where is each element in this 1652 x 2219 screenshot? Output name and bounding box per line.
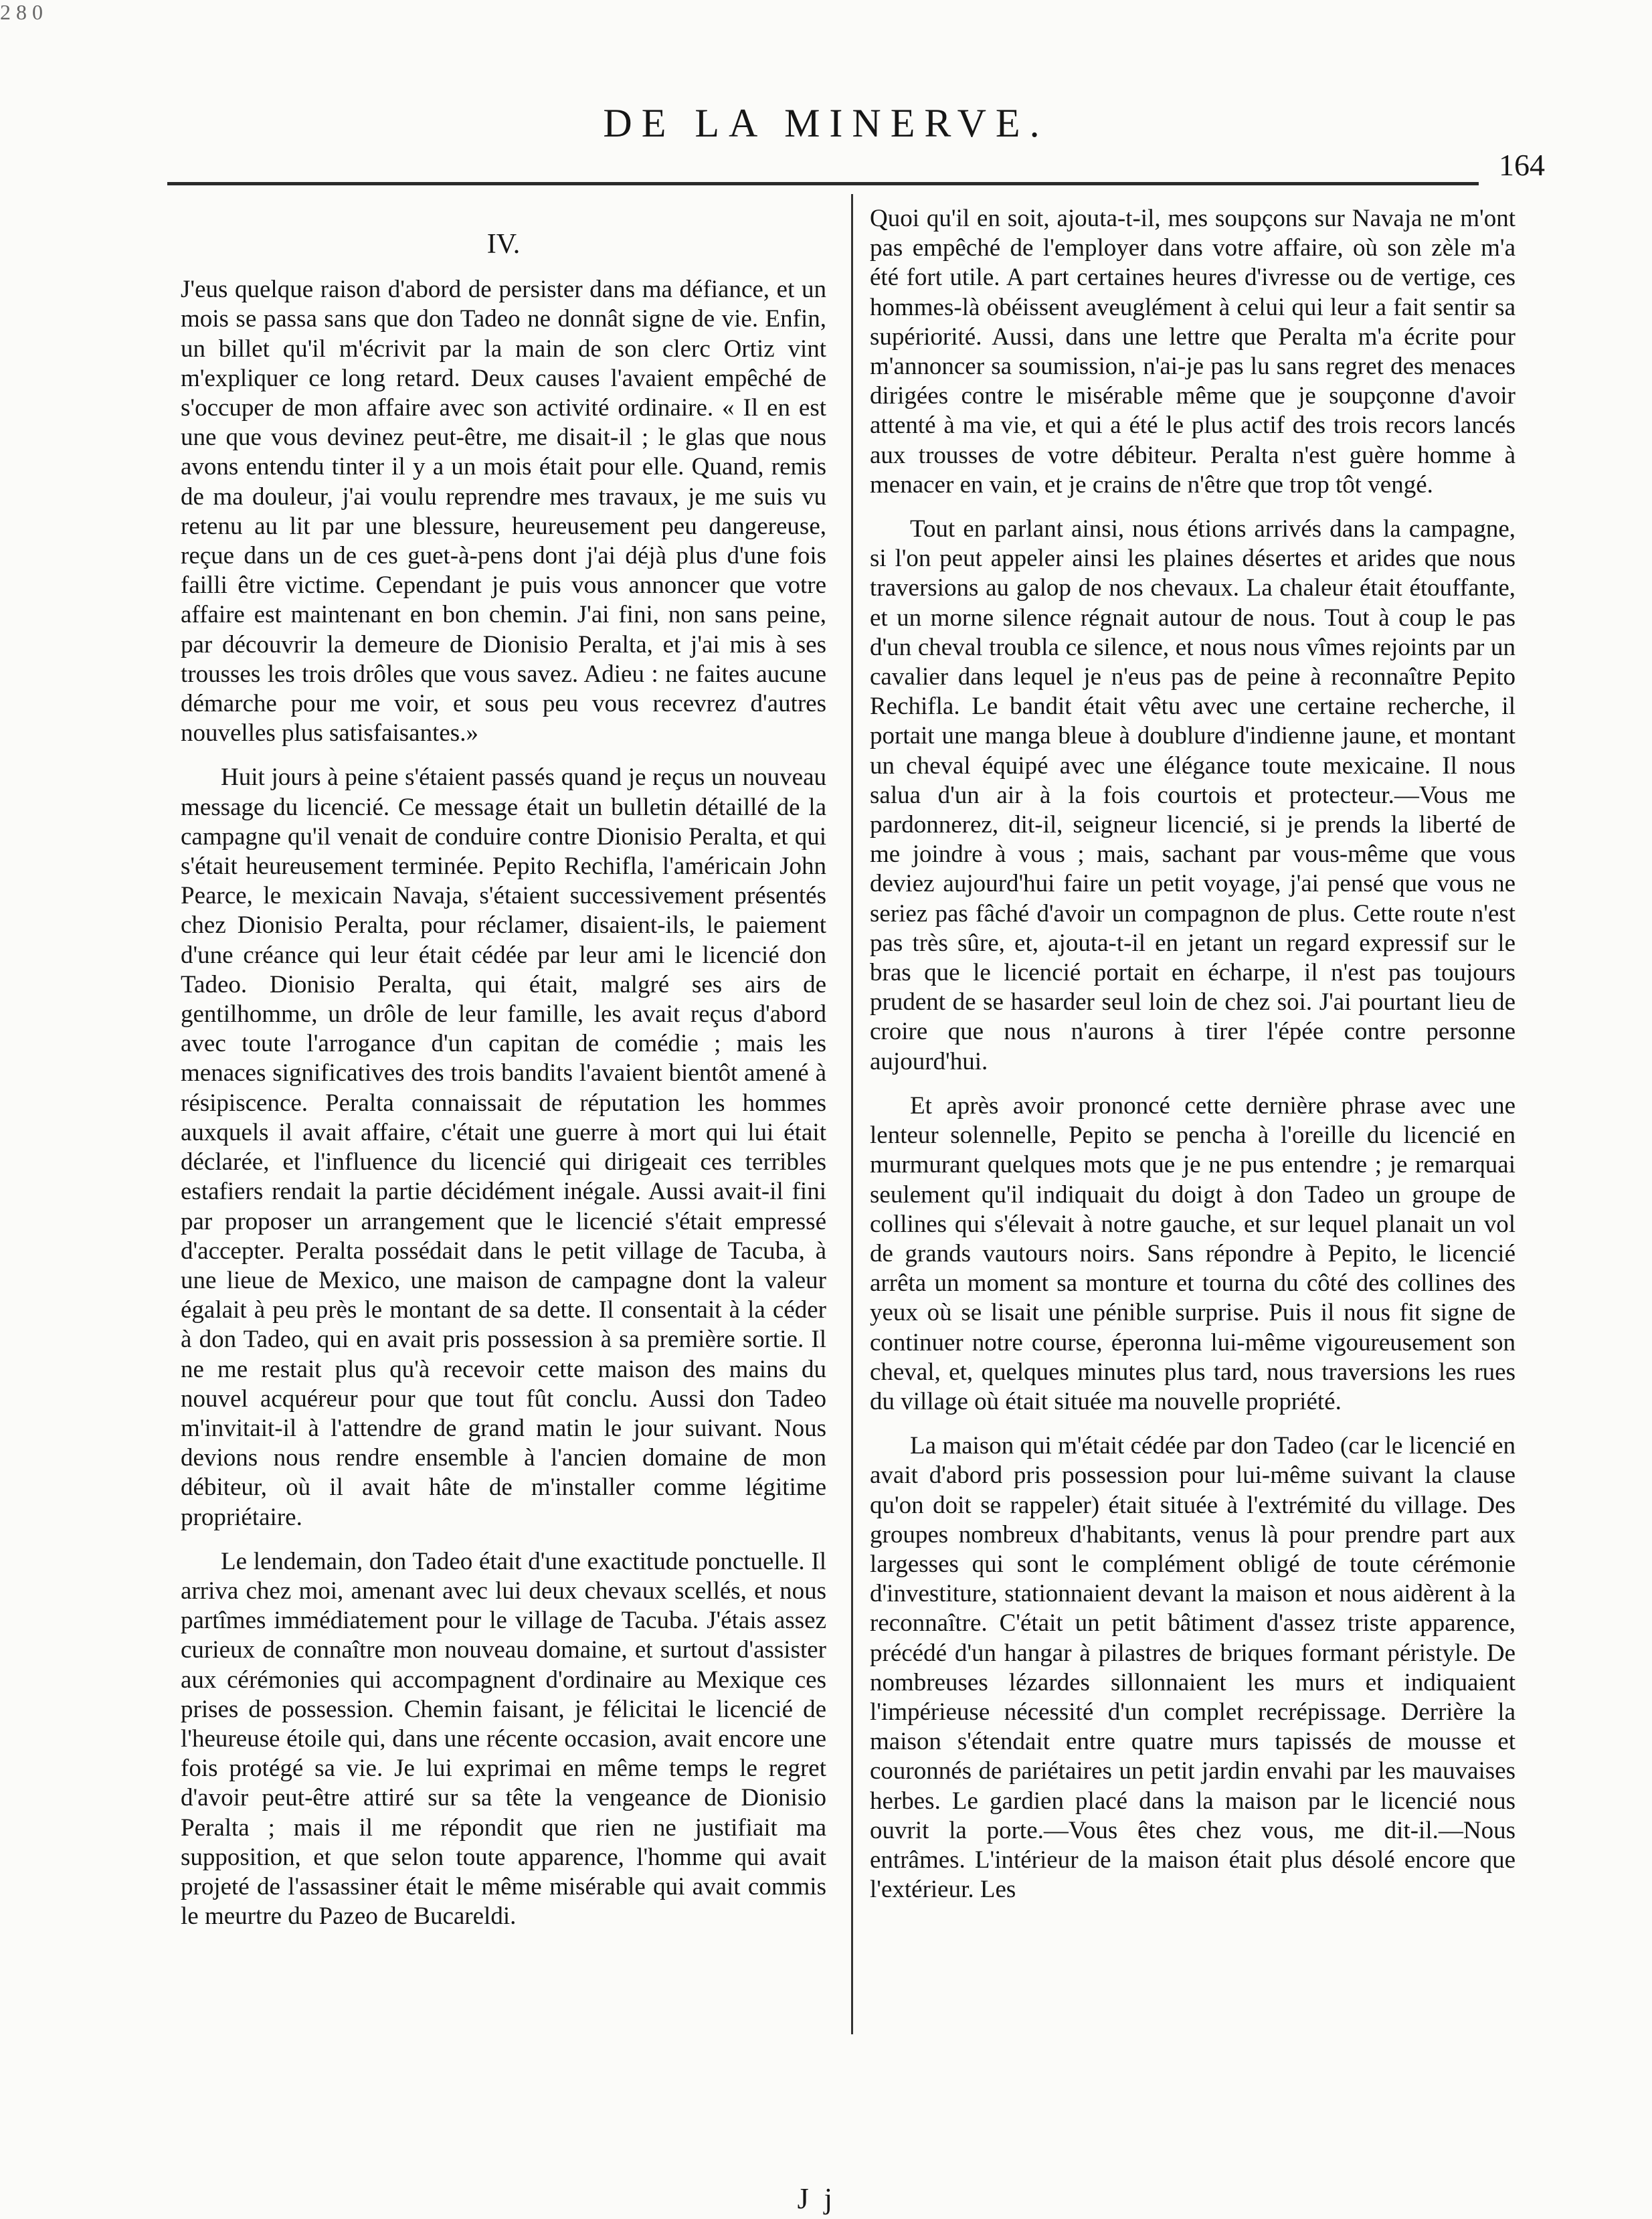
paragraph: La maison qui m'était cédée par don Tadeo (car le licencié en avait d'abord pris possession pour lui-même suivant la clause qu'on doit se rappeler) était située à l'extrémité du village. Des groupes nombreux d'habitants, venus là pour prendre part aux largesses qui sont le complément obligé de toute cérémonie d'investiture, stationnaient devant la maison et nous aidèrent à la reconnaître. C'était un petit bâtiment d'assez triste apparence, précédé d'un hangar à pilastres de briques formant péristyle. De nombreuses lézardes sillonnaient les murs et indiquaient l'impérieuse nécessité d'un complet recrépissage. Derrière la maison s'étendait entre quatre murs tapissés de mousse et couronnés de pariétaires un petit jardin envahi par les mauvaises herbes. Le gardien placé dans la maison par le licencié nous ouvrit la porte.—Vous êtes chez vous, me dit-il.—Nous entrâmes. L'intérieur de la maison était plus désolé encore que l'extérieur. Les bbox=[870, 1432, 1516, 1904]
right-column bbox=[870, 204, 1516, 1919]
left-column bbox=[181, 204, 826, 1946]
paragraph: Tout en parlant ainsi, nous étions arrivés dans la campagne, si l'on peut appeler ainsi les plaines désertes et arides que nous traversions au galop de nos chevaux. La chaleur était étouffante, et un morne silence régnait autour de nous. Tout à coup le pas d'un cheval troubla ce silence, et nous nous vîmes rejoints par un cavalier dans lequel je n'eus pas de peine à reconnaître Pepito Rechifla. Le bandit était vêtu avec une certaine recherche, il portait une manga bleue à doublure d'indienne jaune, et montant un cheval équipé avec une élégance toute mexicaine. Il nous salua d'un air à la fois courtois et protecteur.—Vous me pardonnerez, dit-il, seigneur licencié, si je prends la liberté de me joindre à vous ; mais, sachant par vous-même que vous deviez aujourd'hui faire un petit voyage, j'ai pensé que vous ne seriez pas fâché d'avoir un compagnon de plus. Cette route n'est pas très sûre, et, ajouta-t-il en jetant un regard expressif sur le bras que le licencié portait en écharpe, il n'est pas toujours prudent de se hasarder seul loin de chez soi. J'ai pourtant lieu de croire que nous n'aurons à tirer l'épée contre personne aujourd'hui. bbox=[870, 515, 1516, 1075]
signature-text: J j bbox=[797, 2182, 836, 2215]
paragraph: Et après avoir prononcé cette dernière phrase avec une lenteur solennelle, Pepito se pencha à l'oreille du licencié en murmurant quelques mots que je ne pus entendre ; je remarquai seulement qu'il indiquait du doigt à don Tadeo un groupe de collines qui s'élevait à notre gauche, et sur lequel planait un vol de grands vautours noirs. Sans répondre à Pepito, le licencié arrêta un moment sa monture et tourna du côté des collines des yeux où se lisait une pénible surprise. Puis il nous fit signe de continuer notre course, éperonna lui-même vigoureusement son cheval, et, quelques minutes plus tard, nous traversions les rues du village où était située ma nouvelle propriété. bbox=[870, 1091, 1516, 1415]
signature-mark bbox=[0, 2182, 850, 2216]
paragraph: Le lendemain, don Tadeo était d'une exactitude ponctuelle. Il arriva chez moi, amenant avec lui deux chevaux scellés, et nous partîmes immédiatement pour le village de Tacuba. J'étais assez curieux de connaître mon nouveau domaine, et surtout d'assister aux cérémonies qui accompagnent d'ordinaire au Mexique ces prises de possession. Chemin faisant, je félicitai le licencié de l'heureuse étoile qui, dans une récente occasion, avait encore une fois protégé sa vie. Je lui exprimai en même temps le regret d'avoir peut-être attiré sur sa tête la vengeance de Dionisio Peralta ; mais il me répondit que rien ne justifiait ma supposition, et que selon toute apparence, l'homme qui avait projeté de l'assassiner était le même misérable qui avait commis le meurtre du Pazeo de Bucareldi. bbox=[181, 1547, 826, 1931]
header-rule bbox=[167, 182, 1479, 185]
paragraph: Huit jours à peine s'étaient passés quand je reçus un nouveau message du licencié. Ce message était un bulletin détaillé de la campagne qu'il venait de conduire contre Dionisio Peralta, et qui s'était heureusement terminée. Pepito Rechifla, l'américain John Pearce, le mexicain Navaja, s'étaient successivement présentés chez Dionisio Peralta, pour réclamer, disaient-ils, le paiement d'une créance qui leur était cédée par leur ami le licencié don Tadeo. Dionisio Peralta, qui était, malgré ses airs de gentilhomme, un drôle de leur famille, les avait reçus d'abord avec toute l'arrogance d'un capitan de comédie ; mais les menaces significatives des trois bandits l'avaient bientôt amené à résipiscence. Peralta connaissait de réputation les hommes auxquels il avait affaire, c'était une guerre à mort qui lui était déclarée, et l'influence du licencié qui dirigeait ces terribles estafiers rendait la partie décidément inégale. Aussi avait-il fini par proposer un arrangement que le licencié s'était empressé d'accepter. Peralta possédait dans le petit village de Tacuba, à une lieue de Mexico, une maison de campagne dont la valeur égalait à peu près le montant de sa dette. Il consentait à la céder à don Tadeo, qui en avait pris possession à sa première sortie. Il ne me restait plus qu'à recevoir cette maison des mains du nouvel acquéreur pour que tout fût conclu. Aussi don Tadeo m'invitait-il à l'attendre de grand matin le jour suivant. Nous devions nous rendre ensemble à l'ancien domaine de mon débiteur, où il avait hâte de m'installer comme légitime propriétaire. bbox=[181, 764, 826, 1531]
paragraph: J'eus quelque raison d'abord de persister dans ma défiance, et un mois se passa sans que don Tadeo ne donnât signe de vie. Enfin, un billet qu'il m'écrivit par la main de son clerc Ortiz vint m'expliquer ce long retard. Deux causes l'avaient empêché de s'occuper de mon affaire avec son activité ordinaire. « Il en est une que vous devinez peut-être, me disait-il ; le glas que nous avons entendu tinter il y a un mois était pour elle. Quand, remis de ma douleur, j'ai voulu reprendre mes travaux, je me suis vu retenu au lit par une blessure, heureusement peu dangereuse, reçue dans un de ces guet-à-pens dont j'ai déjà plus d'une fois failli être victime. Cependant je puis vous annoncer que votre affaire est maintenant en bon chemin. J'ai fini, non sans peine, par découvrir la demeure de Dionisio Peralta, et j'ai mis à ses trousses les trois drôles que vous savez. Adieu : ne faites aucune démarche pour me voir, et sous peu vous recevrez d'autres nouvelles plus satisfaisantes.» bbox=[181, 276, 826, 747]
page-number: 164 bbox=[1499, 148, 1545, 182]
running-header-title: DE LA MINERVE. bbox=[603, 101, 1049, 145]
paragraph: Quoi qu'il en soit, ajouta-t-il, mes soupçons sur Navaja ne m'ont pas empêché de l'employer dans votre affaire, où son zèle m'a été fort utile. A part certaines heures d'ivresse ou de vertige, ces hommes-là obéissent aveuglément à celui qui leur a fait sentir sa supériorité. Aussi, dans une lettre que Peralta m'a écrite pour m'annoncer sa soumission, n'ai-je pas lu sans regret des menaces dirigées contre le misérable même que je soupçonne d'avoir attenté à ma vie, et qui a été le plus actif des trois recors lancés aux trousses de votre débiteur. Peralta n'est guère homme à menacer en vain, et je crains de n'être que trop tôt vengé. bbox=[870, 205, 1516, 499]
section-numeral: IV. bbox=[486, 229, 521, 260]
corner-mark: 2 8 0 bbox=[0, 0, 43, 24]
column-divider bbox=[851, 194, 853, 2034]
